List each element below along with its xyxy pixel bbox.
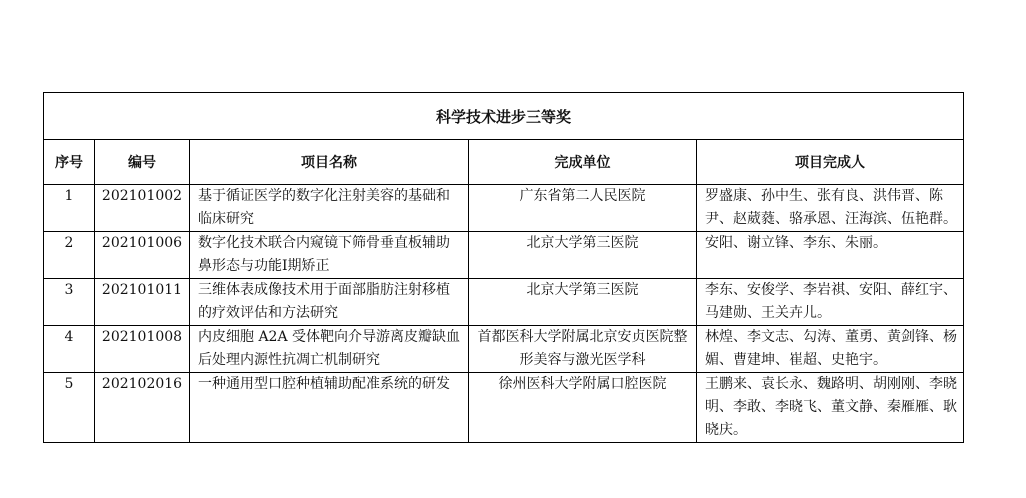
row-code: 202101011 [95,279,190,326]
table-row [44,326,964,373]
table-title: 科学技术进步三等奖 [44,93,964,140]
header-row [44,140,964,185]
row-people: 林煌、李文志、勾涛、董勇、黄剑锋、杨媚、曹建坤、崔超、史艳宇。 [697,326,964,373]
row-unit: 徐州医科大学附属口腔医院 [469,373,697,443]
row-project-name: 数字化技术联合内窥镜下筛骨垂直板辅助鼻形态与功能Ⅰ期矫正 [190,232,469,279]
header-name: 项目名称 [190,140,469,185]
row-people: 王鹏来、袁长永、魏路明、胡刚刚、李晓明、李敢、李晓飞、董文静、秦雁雁、耿晓庆。 [697,373,964,443]
table-row [44,373,964,443]
table-row [44,185,964,232]
row-people: 罗盛康、孙中生、张有良、洪伟晋、陈尹、赵葳蕤、骆承恩、汪海滨、伍艳群。 [697,185,964,232]
header-code: 编号 [95,140,190,185]
row-unit: 北京大学第三医院 [469,279,697,326]
row-code: 202101006 [95,232,190,279]
row-index: 3 [44,279,95,326]
row-index: 1 [44,185,95,232]
row-code: 202102016 [95,373,190,443]
row-project-name: 内皮细胞 A2A 受体靶向介导游离皮瓣缺血后处理内源性抗凋亡机制研究 [190,326,469,373]
table-row [44,232,964,279]
header-people: 项目完成人 [697,140,964,185]
table-row [44,279,964,326]
row-code: 202101008 [95,326,190,373]
row-project-name: 基于循证医学的数字化注射美容的基础和临床研究 [190,185,469,232]
row-project-name: 一种通用型口腔种植辅助配准系统的研发 [190,373,469,443]
header-index: 序号 [44,140,95,185]
award-table [43,92,964,443]
row-index: 5 [44,373,95,443]
row-unit: 首都医科大学附属北京安贞医院整形美容与激光医学科 [469,326,697,373]
header-unit: 完成单位 [469,140,697,185]
row-unit: 广东省第二人民医院 [469,185,697,232]
row-people: 安阳、谢立锋、李东、朱丽。 [697,232,964,279]
row-code: 202101002 [95,185,190,232]
row-people: 李东、安俊学、李岩祺、安阳、薛红宇、马建勋、王关卉儿。 [697,279,964,326]
row-project-name: 三维体表成像技术用于面部脂肪注射移植的疗效评估和方法研究 [190,279,469,326]
row-index: 2 [44,232,95,279]
row-index: 4 [44,326,95,373]
row-unit: 北京大学第三医院 [469,232,697,279]
